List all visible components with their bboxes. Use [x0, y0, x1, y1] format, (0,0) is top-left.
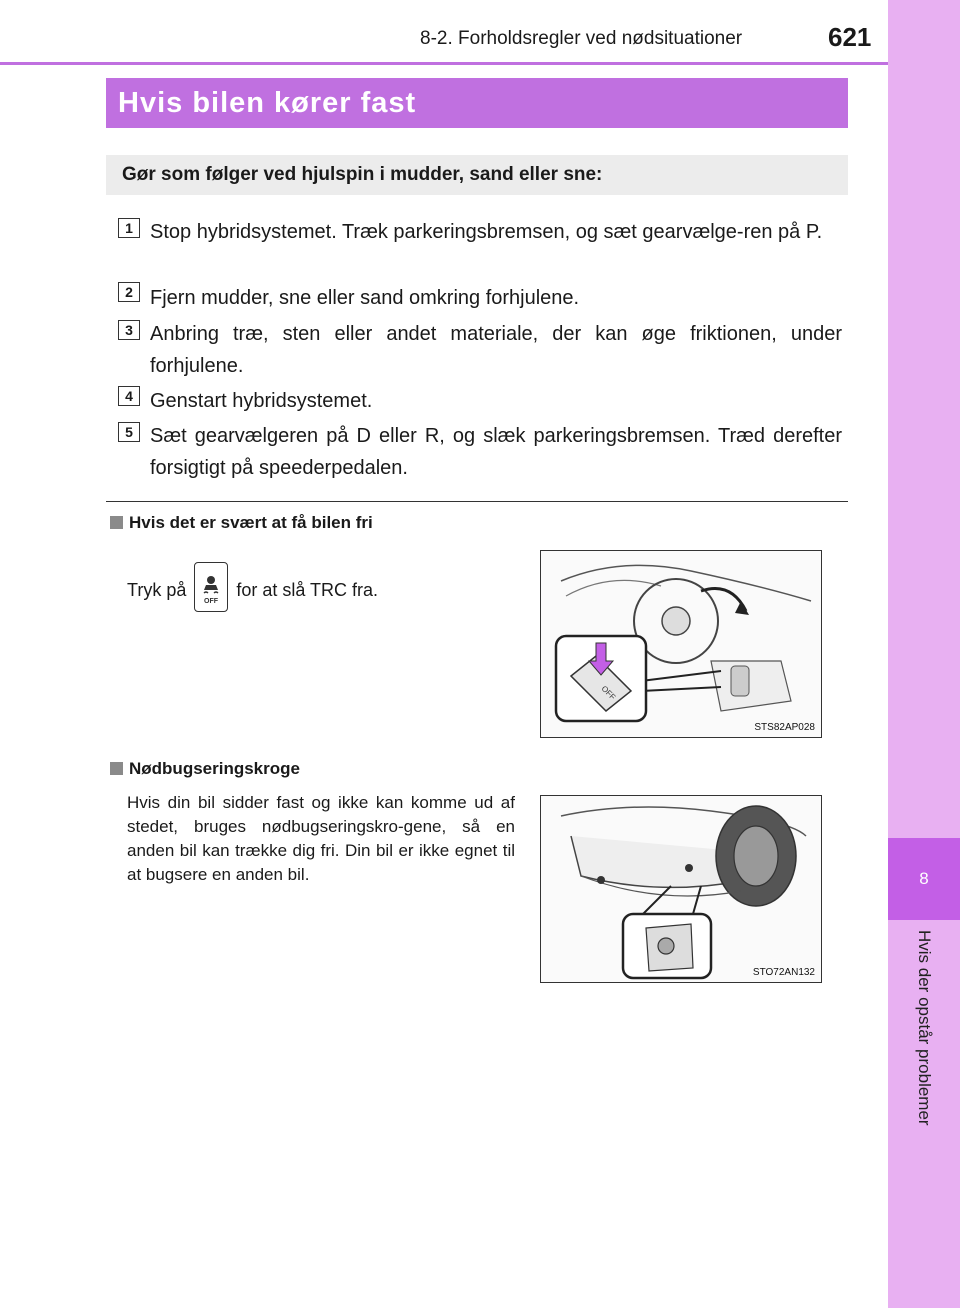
section-heading-towing	[110, 759, 300, 779]
header-rule	[0, 62, 888, 65]
trc-switch-illustration	[540, 550, 822, 738]
chapter-number: 8	[888, 838, 960, 920]
towing-image-caption: STO72AN132	[752, 967, 815, 978]
section-divider	[106, 501, 848, 502]
step-number-4: 4	[118, 386, 140, 406]
svg-text:OFF: OFF	[599, 684, 618, 702]
heading-square-icon	[110, 762, 123, 775]
section-heading-towing-text: Nødbugseringskroge	[129, 759, 300, 778]
step-text-3: Anbring træ, sten eller andet materiale, der kan øge friktionen, under forhjulene.	[150, 323, 842, 377]
page-title: Hvis bilen kører fast	[106, 78, 848, 128]
step-number-2: 2	[118, 282, 140, 302]
section-header: 8-2. Forholdsregler ved nødsituationer	[420, 28, 743, 49]
step-number-3: 3	[118, 320, 140, 340]
section-heading-stuck	[110, 513, 373, 533]
towing-hook-text: Hvis din bil sidder fast og ikke kan komme ud af stedet, bruges nødbugseringskro-gene, så en anden bil kan trække dig fri. Din bil er ikke egnet til at bugsere en anden bil.	[127, 793, 515, 884]
trc-image-caption: STS82AP028	[754, 722, 815, 733]
trc-off-icon	[194, 562, 228, 612]
trc-text-before: Tryk på	[127, 579, 187, 600]
step-number-5: 5	[118, 422, 140, 442]
step-number-1: 1	[118, 218, 140, 238]
step-text-1: Stop hybridsystemet. Træk parkeringsbremsen, og sæt gearvælge-ren på P.	[150, 221, 823, 243]
trc-text-after: for at slå TRC fra.	[236, 579, 379, 600]
svg-text:OFF: OFF	[204, 598, 219, 605]
step-text-4: Genstart hybridsystemet.	[150, 390, 373, 412]
heading-square-icon	[110, 516, 123, 529]
chapter-title-vertical	[888, 930, 960, 1170]
step-text-2: Fjern mudder, sne eller sand omkring forhjulene.	[150, 287, 580, 309]
step-text-5: Sæt gearvælgeren på D eller R, og slæk parkeringsbremsen. Træd derefter forsigtigt på speederpedalen.	[150, 425, 842, 479]
trc-instruction	[127, 566, 378, 616]
page-number: 621	[828, 22, 872, 52]
section-heading-stuck-text: Hvis det er svært at få bilen fri	[129, 513, 373, 532]
chapter-title: Hvis der opstår problemer	[915, 930, 934, 1126]
towing-hook-illustration	[540, 795, 822, 983]
subheading: Gør som følger ved hjulspin i mudder, sand eller sne:	[106, 155, 848, 195]
